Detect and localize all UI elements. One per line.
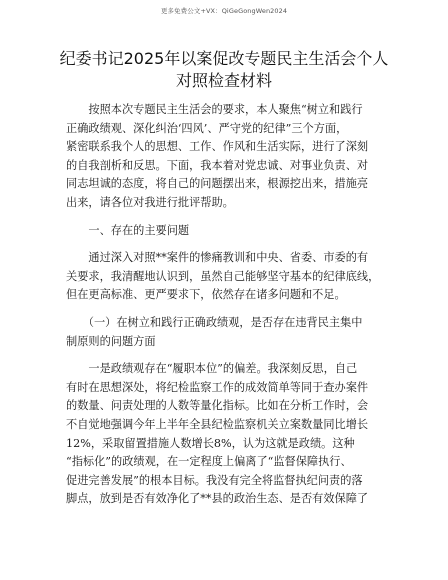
paragraph-point-1 xyxy=(66,360,382,509)
text-line: 的数量、问责处理的人数等量化指标。比如在分析工作时，会 xyxy=(66,399,369,413)
paragraph-overview xyxy=(66,249,382,305)
subsection-heading-1 xyxy=(66,314,382,351)
text-line: 一是政绩观存在“履职本位”的偏差。我深刻反思，自己 xyxy=(66,362,358,376)
section-heading-1 xyxy=(66,222,382,241)
text-line: 通过深入对照**案件的惨痛教训和中央、省委、市委的有 xyxy=(66,251,369,265)
text-line: “指标化”的政绩观，在一定程度上偏离了“监督保障执行、 xyxy=(66,455,352,469)
text-line: 不自觉地强调今年上半年全县纪检监察机关立案数量同比增长 xyxy=(66,417,369,431)
text-line: 脚点，放到是否有效净化了**县的政治生态、是否有效保障了 xyxy=(66,492,369,506)
title-line-1: 纪委书记2025年以案促改专题民主生活会个人 xyxy=(59,49,389,68)
section-heading-line: 一、存在的主要问题 xyxy=(66,223,190,237)
text-line: 出来，请各位对我进行批评帮助。 xyxy=(66,195,234,209)
text-line: 按照本次专题民主生活会的要求，本人聚焦“树立和践行 xyxy=(66,103,363,116)
document-body xyxy=(66,101,382,509)
document-title xyxy=(40,48,408,92)
subsection-heading-line: 制原则的问题方面 xyxy=(66,334,156,348)
text-line: 促进完善发展”的根本目标。我没有完全将监督执纪问责的落 xyxy=(66,473,363,487)
title-line-2: 对照检查材料 xyxy=(175,71,272,90)
paragraph-intro xyxy=(66,101,382,213)
text-line: 关要求，我清醒地认识到，虽然自己能够坚守基本的纪律底线， xyxy=(66,269,380,283)
text-line: 12%，采取留置措施人数增长8%，认为这就是政绩。这种 xyxy=(66,436,355,450)
header-watermark-note: 更多免费公文+VX：QiGeGongWen2024 xyxy=(160,7,288,15)
subsection-heading-line: （一）在树立和践行正确政绩观，是否存在违背民主集中 xyxy=(66,315,363,329)
text-line: 有时在思想深处，将纪检监察工作的成效简单等同于查办案件 xyxy=(66,380,369,394)
text-line: 紧密联系我个人的思想、工作、作风和生活实际，进行了深刻 xyxy=(66,140,369,154)
text-line: 同志坦诚的态度，将自己的问题摆出来，根源挖出来，措施亮 xyxy=(66,177,369,191)
text-line: 正确政绩观、深化纠治‘四风’、严守党的纪律”三个方面， xyxy=(66,121,348,135)
text-line: 但在更高标准、更严要求下，依然存在诸多问题和不足。 xyxy=(66,288,346,302)
text-line: 的自我剖析和反思。下面，我本着对党忠诚、对事业负责、对 xyxy=(66,158,369,172)
